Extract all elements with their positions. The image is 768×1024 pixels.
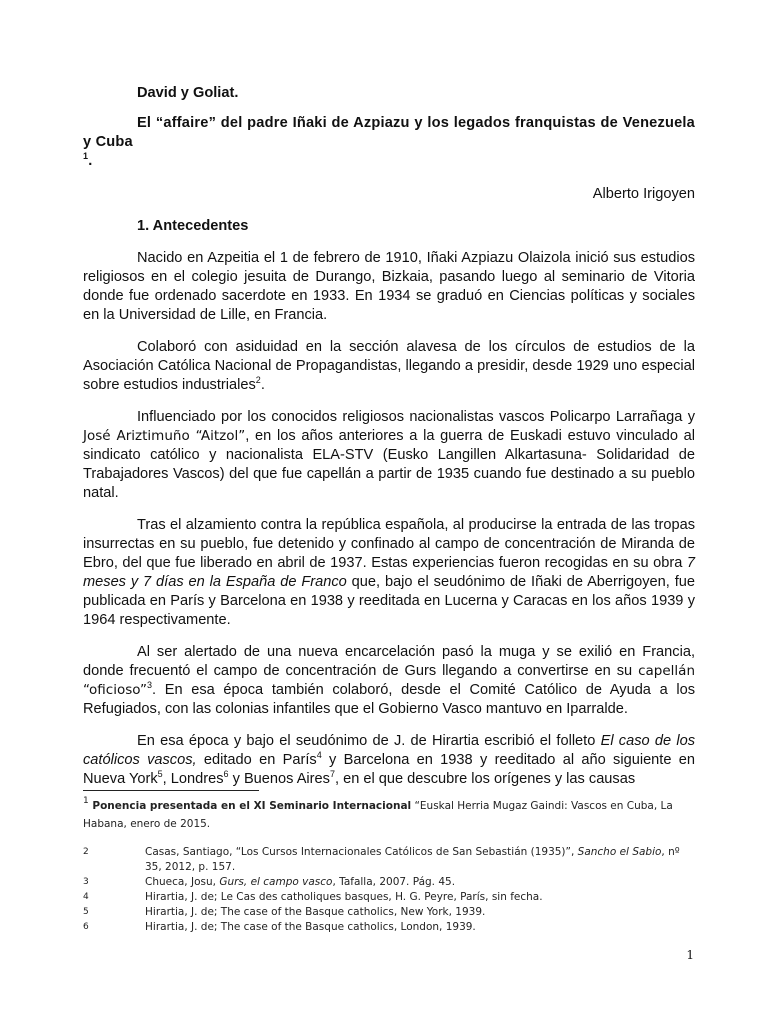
footnote-item [83,905,695,920]
footnote-1-bold: Ponencia presentada en el XI Seminario Internacional [88,800,412,812]
footnote-1 [83,797,695,833]
paragraph-2 [83,338,695,395]
document-title: David y Goliat. [137,85,239,101]
footnote-item-text-main: Chueca, Josu, [145,876,220,888]
paragraph-6 [83,732,695,789]
footnote-item [83,890,695,905]
footnote-ref-7[interactable]: 7 [329,769,335,779]
paragraph-6-text-e: y Buenos Aires [228,771,330,787]
footnote-item-text-main: Hirartia, J. de; The case of the Basque catholics, London, 1939. [145,921,476,933]
page-number: 1 [686,948,694,962]
paragraph-6-text-d: , Londres [162,771,224,787]
footnote-item-text [145,920,695,935]
paragraph-6-text-a: En esa época y bajo el seudónimo de J. de Hirartia escribió el folleto [137,733,601,749]
footnote-item-number: 5 [83,907,89,917]
footnote-item-text-after: , nº 35, 2012, p. 157. [145,846,680,873]
document-body [83,84,695,789]
footnote-item-text [145,875,695,890]
footnote-item-text-after: , Tafalla, 2007. Pág. 45. [332,876,456,888]
paragraph-3 [83,408,695,503]
footnote-item-text [145,845,695,875]
paragraph-3-name: José Ariztimuño “Aitzol” [83,428,246,444]
footnote-ref-6[interactable]: 6 [223,769,229,779]
paragraph-2-end: . [260,377,265,393]
subtitle-end: . [88,153,93,169]
paragraph-2-text: Colaboró con asiduidad en la sección alavesa de los círculos de estudios de la Asociación Católica Nacional de Propagandistas, llegando a presidir, desde 1929 uno especial sobre estudios industriales [83,339,695,393]
paragraph-4 [83,516,695,630]
footnote-item-number: 3 [83,877,89,887]
footnote-ref-1[interactable]: 1 [83,151,89,161]
footnote-1-number: 1 [83,796,89,806]
footnotes [83,797,695,935]
footnote-ref-3[interactable]: 3 [147,680,153,690]
paragraph-4-text-a: Tras el alzamiento contra la república española, al producirse la entrada de las tropas insurrectas en su pueblo, fue detenido y confinado al campo de concentración de Miranda de Ebro, del que fue liberado en abril de 1937. Estas experiencias fueron recogidas en su obra [83,517,695,571]
section-heading: 1. Antecedentes [137,218,249,234]
paragraph-6-text-b: editado en París [196,752,317,768]
footnote-ref-4[interactable]: 4 [316,750,322,760]
footnote-item-text [145,905,695,920]
paragraph-4-book-title: 7 meses y 7 días en la España de Franco [83,555,695,590]
paragraph-5-alt: capellán “oficioso” [83,663,695,698]
footnote-ref-2[interactable]: 2 [255,375,261,385]
paragraph-5-text-b: . En esa época también colaboró, desde el Comité Católico de Ayuda a los Refugiados, con las colonias infantiles que el Gobierno Vasco mantuvo en Iparralde. [83,682,695,717]
document-subtitle [83,114,695,171]
footnote-separator [83,790,259,791]
paragraph-3-text-b: , en los años anteriores a la guerra de Euskadi estuvo vinculado al sindicato católico y nacionalista ELA-STV (Eusko Langillen Alkartasuna- Solidaridad de Trabajadores Vascos) del que fue capellán a partir de 1935 cuando fue destinado a su pueblo natal. [83,428,696,501]
footnote-ref-5[interactable]: 5 [157,769,163,779]
paragraph-5-text-a: Al ser alertado de una nueva encarcelación pasó la muga y se exilió en Francia, donde frecuentó el campo de concentración de Gurs llegando a convertirse en su [83,644,695,679]
paragraph-1: Nacido en Azpeitia el 1 de febrero de 1910, Iñaki Azpiazu Olaizola inició sus estudios religiosos en el colegio jesuita de Durango, Bizkaia, pasando luego al seminario de Vitoria donde fue ordenado sacerdote en 1933. En 1934 se graduó en Ciencias políticas y sociales en la Universidad de Lille, en Francia. [83,250,695,323]
footnote-list [83,845,695,935]
footnote-item-text-main: Hirartia, J. de; Le Cas des catholiques basques, H. G. Peyre, París, sin fecha. [145,891,543,903]
paragraph-5 [83,643,695,719]
footnote-item-italic: Sancho el Sabio [577,846,662,858]
subtitle-text: El “affaire” del padre Iñaki de Azpiazu y los legados franquistas de Venezuela y Cuba [83,115,695,150]
paragraph-6-text-c: y Barcelona en 1938 y reeditado al año siguiente en Nueva York [83,752,696,787]
paragraph-4-text-b: que, bajo el seudónimo de Iñaki de Aberrigoyen, fue publicada en París y Barcelona en 1938 y reeditada en Lucerna y Caracas en los años 1939 y 1964 respectivamente. [83,574,695,628]
footnote-item-text-main: Hirartia, J. de; The case of the Basque catholics, New York, 1939. [145,906,486,918]
footnote-item-number: 6 [83,922,89,932]
footnote-item-text-main: Casas, Santiago, “Los Cursos Internacionales Católicos de San Sebastián (1935)”, [145,846,578,858]
footnote-item [83,875,695,890]
footnote-item [83,845,695,875]
paragraph-6-text-f: , en el que descubre los orígenes y las causas [334,771,636,787]
footnote-item-number: 4 [83,892,89,902]
paragraph-3-text-a: Influenciado por los conocidos religiosos nacionalistas vascos Policarpo Larrañaga y [137,409,695,425]
paragraph-6-book-title: El caso de los católicos vascos, [83,733,696,768]
footnote-item-number: 2 [83,847,89,857]
author-name: Alberto Irigoyen [592,186,695,202]
footnote-item-italic: Gurs, el campo vasco [219,876,333,888]
footnote-1-text: “Euskal Herria Mugaz Gaindi: Vascos en Cuba, La Habana, enero de 2015. [83,800,673,830]
footnote-item-text [145,890,695,905]
footnote-item [83,920,695,935]
